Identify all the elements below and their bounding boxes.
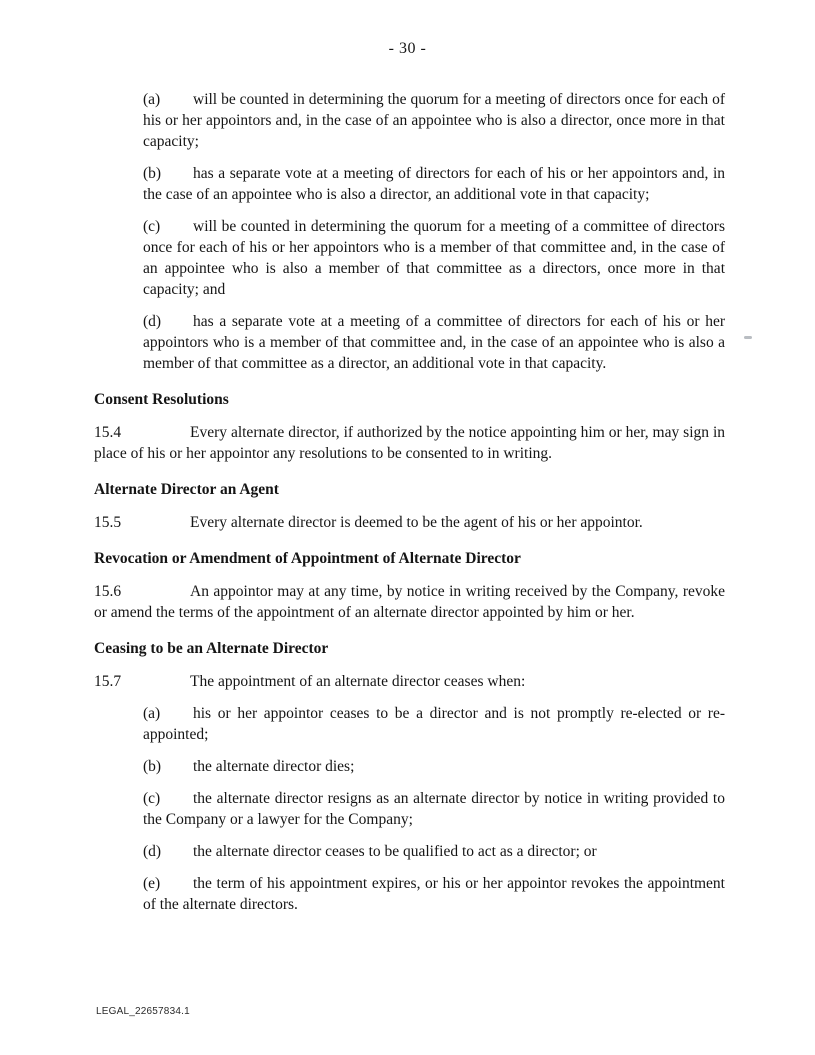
page-number: - 30 - — [388, 40, 427, 57]
item-text: has a separate vote at a meeting of a committee of directors for each of his or her appointors who is a member of that committee and, in the case of an appointee who is also a member of that committee as a director, an additional vote in that capacity. — [143, 313, 725, 372]
clause-15-4 — [94, 422, 725, 464]
clause-15-5 — [94, 512, 725, 533]
list-item-d — [143, 311, 725, 374]
clause-number: 15.4 — [94, 424, 122, 441]
item-letter: (a) — [143, 705, 161, 722]
document-body — [94, 89, 725, 915]
clause-text: The appointment of an alternate director ceases when: — [190, 673, 526, 690]
item-text: the term of his appointment expires, or his or her appointor revokes the appointment of the alternate directors. — [143, 875, 725, 913]
item-letter: (c) — [143, 790, 161, 807]
clause-15-6 — [94, 581, 725, 623]
item-letter: (a) — [143, 91, 161, 108]
item-letter: (b) — [143, 758, 162, 775]
item-text: will be counted in determining the quorum for a meeting of directors once for each of his or her appointors and, in the case of an appointee who is also a director, once more in that capacity; — [143, 91, 725, 150]
clause-15-7 — [94, 671, 725, 692]
footer-document-id: LEGAL_22657834.1 — [96, 1006, 190, 1017]
ceasing-item-e — [143, 873, 725, 915]
item-text: the alternate director dies; — [193, 758, 355, 775]
clause-number: 15.7 — [94, 673, 122, 690]
clause-text: Every alternate director, if authorized by the notice appointing him or her, may sign in place of his or her appointor any resolutions to be consented to in writing. — [94, 424, 725, 462]
item-text: the alternate director ceases to be qualified to act as a director; or — [193, 843, 597, 860]
ceasing-item-b — [143, 756, 725, 777]
item-text: the alternate director resigns as an alternate director by notice in writing provided to the Company or a lawyer for the Company; — [143, 790, 725, 828]
clause-number: 15.6 — [94, 583, 122, 600]
ceasing-item-c — [143, 788, 725, 830]
scan-artifact — [744, 336, 752, 339]
list-item-a — [143, 89, 725, 152]
list-item-b — [143, 163, 725, 205]
clause-number: 15.5 — [94, 514, 122, 531]
list-item-c — [143, 216, 725, 300]
clause-text: An appointor may at any time, by notice in writing received by the Company, revoke or amend the terms of the appointment of an alternate director appointed by him or her. — [94, 583, 725, 621]
item-letter: (e) — [143, 875, 161, 892]
ceasing-item-a — [143, 703, 725, 745]
item-letter: (d) — [143, 843, 162, 860]
item-letter: (b) — [143, 165, 162, 182]
clause-text: Every alternate director is deemed to be the agent of his or her appointor. — [190, 514, 643, 531]
item-text: will be counted in determining the quorum for a meeting of a committee of directors once for each of his or her appointors who is a member of that committee and, in the case of an appointee who is also a member of that committee as a directors, once more in that capacity; and — [143, 218, 725, 298]
section-heading-revocation-or-amendment: Revocation or Amendment of Appointment of Alternate Director — [94, 550, 521, 567]
section-heading-alternate-director-an-agent: Alternate Director an Agent — [94, 481, 279, 498]
section-heading-ceasing-to-be-alternate-director: Ceasing to be an Alternate Director — [94, 640, 329, 657]
item-letter: (c) — [143, 218, 161, 235]
item-text: has a separate vote at a meeting of directors for each of his or her appointors and, in the case of an appointee who is also a director, an additional vote in that capacity; — [143, 165, 725, 203]
section-heading-consent-resolutions: Consent Resolutions — [94, 391, 229, 408]
item-text: his or her appointor ceases to be a director and is not promptly re-elected or re-appointed; — [143, 705, 725, 743]
ceasing-item-d — [143, 841, 725, 862]
item-letter: (d) — [143, 313, 162, 330]
